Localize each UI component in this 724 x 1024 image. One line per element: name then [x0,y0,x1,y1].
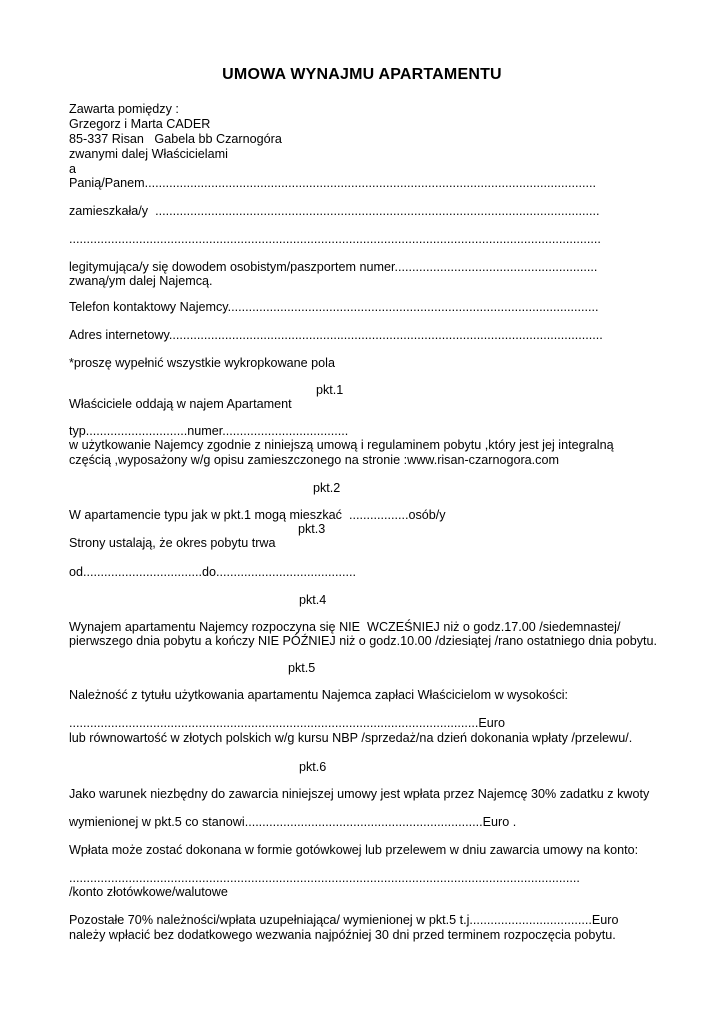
pkt1-line4: częścią ,wyposażony w/g opisu zamieszczonego na stronie :www.risan-czarnogora.com [69,453,559,467]
residence-line: zamieszkała/y ............................................................................................................................... [69,204,600,218]
pkt5-line1: Należność z tytułu użytkowania apartamentu Najemca zapłaci Właścicielom w wysokości: [69,688,569,702]
section-label-pkt1: pkt.1 [316,383,344,397]
section-label-pkt3: pkt.3 [298,522,326,536]
pkt2-line1: W apartamencie typu jak w pkt.1 mogą mieszkać .................osób/y [69,508,446,522]
intro-text: Zawarta pomiędzy : [69,102,179,116]
pkt1-line3: w użytkowanie Najemcy zgodnie z niniejszą umową i regulaminem pobytu ,który jest jej integralną [69,438,614,452]
pkt6-account-line: .................................................................................................................................................. [69,871,580,885]
pkt1-line1: Właściciele oddają w najem Apartament [69,397,292,411]
web-address-line: Adres internetowy............................................................................................................................ [69,328,603,342]
section-label-pkt4: pkt.4 [299,593,327,607]
section-label-pkt6: pkt.6 [299,760,327,774]
id-document-line: legitymująca/y się dowodem osobistym/paszportem numer.......................................................... [69,260,598,274]
conjunction: a [69,162,77,176]
fill-in-note: *proszę wypełnić wszystkie wykropkowane pola [69,356,335,370]
pkt5-line2: .....................................................................................................................Euro [69,716,505,730]
pkt4-line2: pierwszego dnia pobytu a kończy NIE PÓŹNIEJ niż o godz.10.00 /dziesiątej /rano ostatniego dnia pobytu. [69,634,658,648]
owners-alias: zwanymi dalej Właścicielami [69,147,228,161]
pkt6-line6: Pozostałe 70% należności/wpłata uzupełniająca/ wymienionej w pkt.5 t.j...................................Euro [69,913,619,927]
residence-continuation-line: ........................................................................................................................................................ [69,232,601,246]
section-label-pkt5: pkt.5 [288,661,316,675]
pkt6-line2: wymienionej w pkt.5 co stanowi....................................................................Euro . [69,815,517,829]
owners-names: Grzegorz i Marta CADER [69,117,211,131]
pkt3-line1: Strony ustalają, że okres pobytu trwa [69,536,276,550]
pkt6-line7: należy wpłacić bez dodatkowego wezwania najpóźniej 30 dni przed terminem rozpoczęcia pobytu. [69,928,616,942]
tenant-name-line: Panią/Panem................................................................................................................................. [69,176,596,190]
pkt6-line3: Wpłata może zostać dokonana w formie gotówkowej lub przelewem w dniu zawarcia umowy na konto: [69,843,639,857]
pkt1-line2: typ.............................numer.................................... [69,424,349,438]
pkt3-line2: od..................................do........................................ [69,565,356,579]
document-title: UMOWA WYNAJMU APARTAMENTU [222,66,502,83]
pkt6-line1: Jako warunek niezbędny do zawarcia niniejszej umowy jest wpłata przez Najemcę 30% zadatku z kwoty [69,787,650,801]
owners-address: 85-337 Risan Gabela bb Czarnogóra [69,132,282,146]
pkt4-line1: Wynajem apartamentu Najemcy rozpoczyna się NIE WCZEŚNIEJ niż o godz.17.00 /siedemnastej/ [69,620,621,634]
tenant-alias: zwaną/ym dalej Najemcą. [69,274,213,288]
section-label-pkt2: pkt.2 [313,481,341,495]
phone-line: Telefon kontaktowy Najemcy.......................................................................................................... [69,300,599,314]
pkt6-account-type: /konto złotówkowe/walutowe [69,885,228,899]
pkt5-line3: lub równowartość w złotych polskich w/g kursu NBP /sprzedaż/na dzień dokonania wpłaty /przelewu/. [69,731,633,745]
